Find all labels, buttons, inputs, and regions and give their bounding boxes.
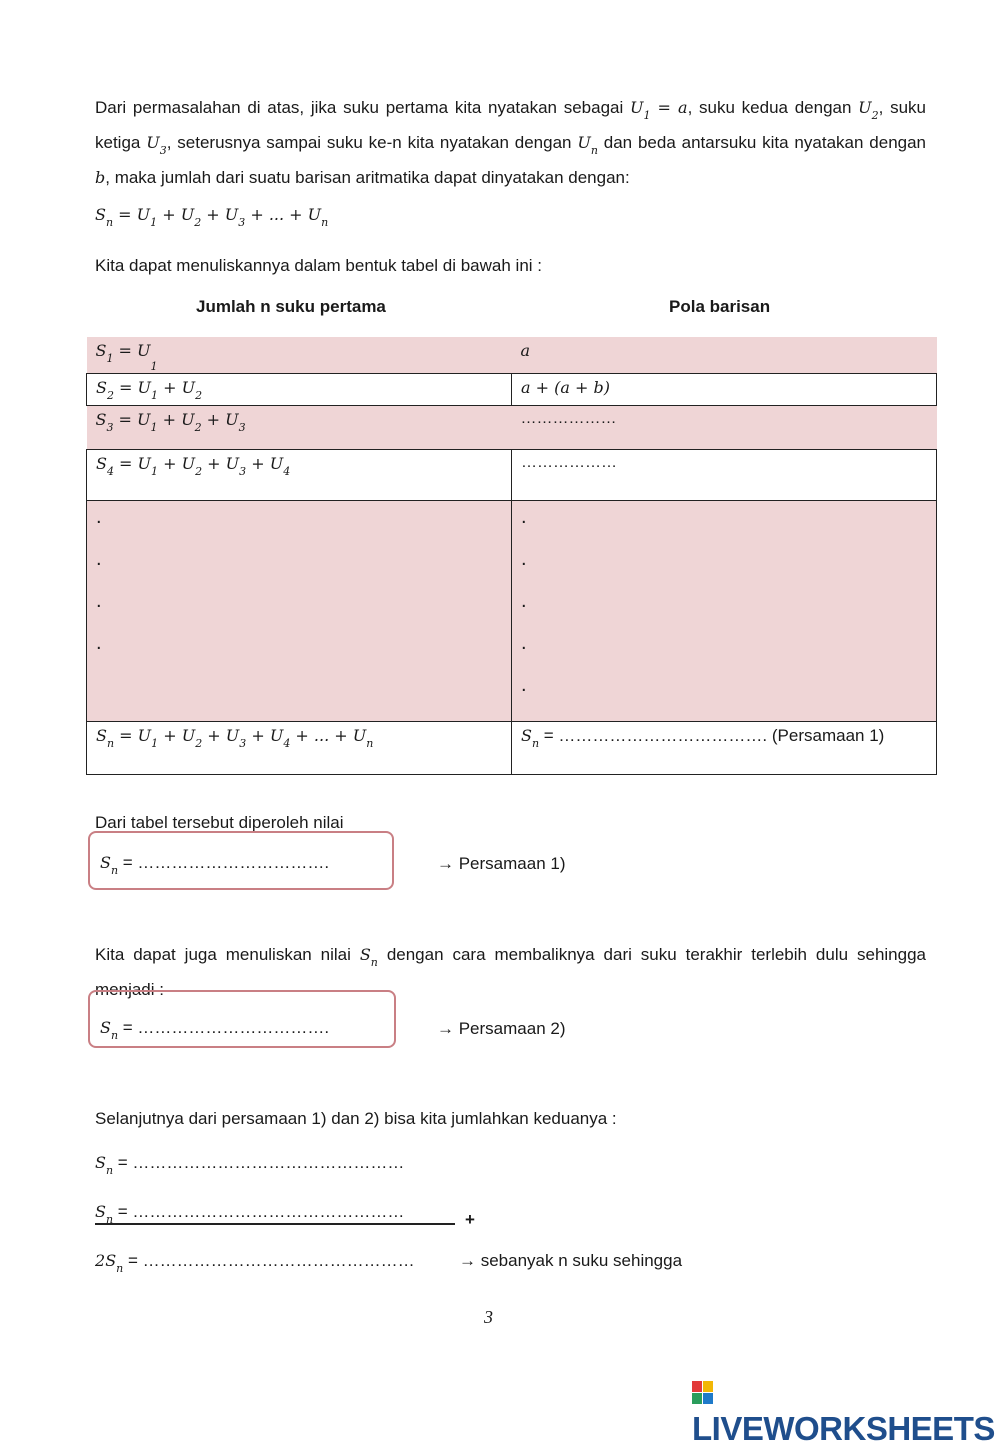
- intro-text-3: , suku ketiga: [95, 98, 926, 152]
- logo-icon: [692, 1381, 714, 1405]
- last-left: $S_n = U_1 + U_2 + U_3 + U_4$ + ... + $U_n$: [87, 721, 512, 774]
- dots-left: . . . .: [87, 500, 512, 721]
- liveworksheets-logo: LIVEWORKSHEETS: [692, 1372, 1000, 1448]
- row1-right: a: [512, 337, 937, 373]
- row4-left: $S_4 = U_1 + U_2 + U_3 + U_4$: [87, 449, 512, 500]
- row3-right: ………………: [512, 405, 937, 449]
- derived-text: Dari tabel tersebut diperoleh nilai: [95, 813, 344, 832]
- table-row-last: [87, 721, 937, 774]
- reverse-paragraph: Kita dapat juga menuliskan nilai $S_n$ dengan cara membaliknya dari suku terakhir terlebih dulu sehingga menjadi :: [95, 945, 926, 999]
- sebanyak-label: → sebanyak n suku sehingga: [459, 1251, 683, 1270]
- table-intro: Kita dapat menuliskannya dalam bentuk tabel di bawah ini :: [95, 256, 543, 275]
- intro-text-4: , seterusnya sampai suku ke-n kita nyatakan dengan: [166, 133, 578, 152]
- persamaan-2-label: → Persamaan 2): [437, 1019, 566, 1038]
- header-right: Pola barisan: [669, 297, 771, 316]
- u2-symbol: $U_2$: [858, 98, 879, 122]
- table-row-2: [87, 373, 937, 405]
- un-symbol: $U_n$: [577, 133, 598, 157]
- last-right: $S_n$ = ………………………………. (Persamaan 1): [512, 721, 937, 774]
- combine-line-1: $S_n$ = …………………………………………: [95, 1153, 405, 1177]
- row2-left: $S_2 = U_1 + U_2$: [87, 373, 512, 405]
- sum-pattern-table: [86, 337, 937, 775]
- intro-text-2: , suku kedua dengan: [687, 98, 859, 117]
- persamaan-1-label: → Persamaan 1): [437, 854, 566, 873]
- u3-symbol: $U_3$: [146, 133, 167, 157]
- table-row-3: [87, 405, 937, 449]
- intro-paragraph: [95, 91, 926, 194]
- sum-underline: [95, 1223, 455, 1225]
- row3-left: $S_3 = U_1 + U_2 + U_3$: [87, 405, 512, 449]
- row1-left: $S_1 = U_1$: [87, 337, 512, 373]
- equation-2: $S_n$ = …………………………….: [100, 1018, 330, 1042]
- equation-1: $S_n$ = …………………………….: [100, 853, 330, 877]
- intro-text-6: , maka jumlah dari suatu barisan aritmatika dapat dinyatakan dengan:: [105, 168, 630, 187]
- intro-text-1: Dari permasalahan di atas, jika suku pertama kita nyatakan sebagai: [95, 98, 630, 117]
- combine-line-3: $2S_n$ = …………………………………………: [95, 1251, 415, 1275]
- u1-symbol: $U_1 = a$: [629, 98, 688, 122]
- sum-formula: $S_n = U_1 + U_2 + U_3$ + ... + $U_n$: [95, 205, 329, 229]
- dots-right: . . . . .: [512, 500, 937, 721]
- header-left: Jumlah n suku pertama: [196, 297, 386, 316]
- intro-text-5: dan beda antarsuku kita nyatakan dengan: [597, 133, 927, 152]
- combine-line-2: $S_n$ = …………………………………………: [95, 1202, 405, 1226]
- table-row-dots: [87, 500, 937, 721]
- plus-sign: +: [465, 1210, 475, 1229]
- row2-right: a + (a + b): [512, 373, 937, 405]
- table-row-4: [87, 449, 937, 500]
- page-number: 3: [484, 1307, 493, 1327]
- table-row-1: [87, 337, 937, 373]
- b-symbol: b: [95, 168, 106, 187]
- combine-text: Selanjutnya dari persamaan 1) dan 2) bisa kita jumlahkan keduanya :: [95, 1109, 617, 1128]
- row4-right: ………………: [512, 449, 937, 500]
